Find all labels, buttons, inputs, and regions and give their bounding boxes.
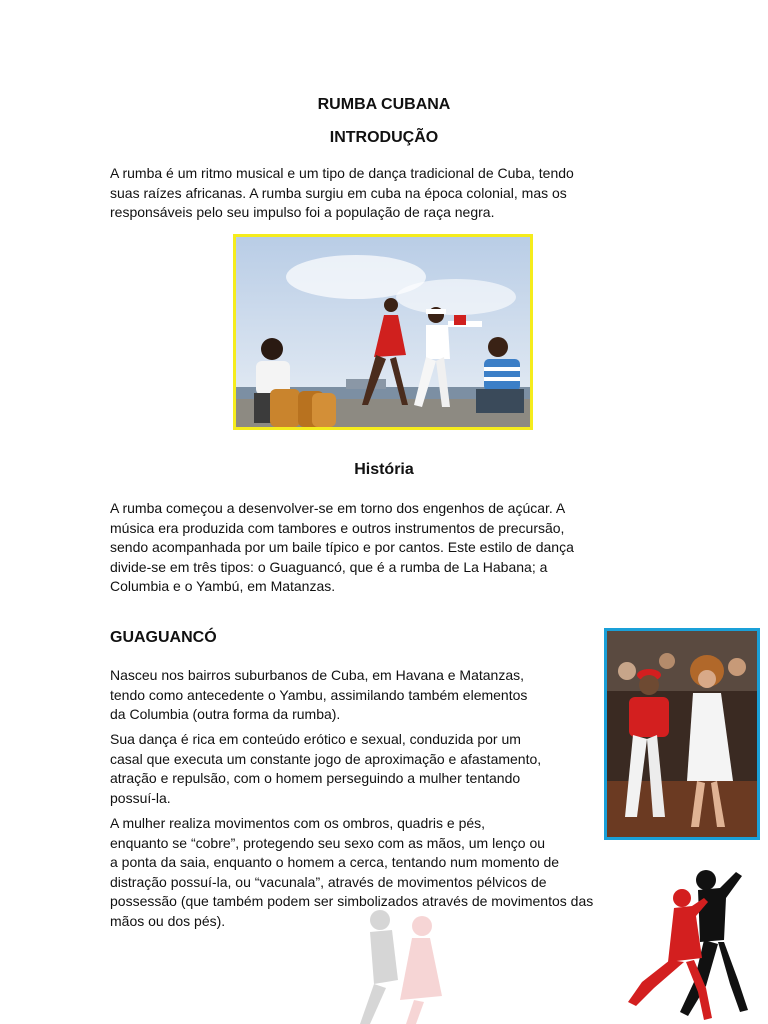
guaguanco-line: da Columbia (outra forma da rumba). [110,706,341,722]
guaguanco-line: casal que executa um constante jogo de aproximação e afastamento, [110,750,542,767]
intro-line: A rumba é um ritmo musical e um tipo de dança tradicional de Cuba, tendo [110,165,574,181]
dancers-watermark [330,900,460,1024]
historia-line: Columbia e o Yambú, em Matanzas. [110,578,336,594]
intro-line: suas raízes africanas. A rumba surgiu em cuba na época colonial, mas os [110,184,567,201]
guaguanco-line: possuí-la. [110,789,171,806]
guaguanco-couple-photo [604,628,760,840]
historia-line: A rumba começou a desenvolver-se em torno dos engenhos de açúcar. A [110,500,566,516]
guaguanco-line: atração e repulsão, com o homem perseguindo a mulher tentando [110,770,521,786]
intro-paragraph [110,164,670,223]
guaguanco-line: possessão (que também podem ser simbolizados através de movimentos das [110,893,594,909]
guaguanco-line: A mulher realiza movimentos com os ombros, quadris e pés, [110,815,486,831]
intro-line: responsáveis pelo seu impulso foi a população de raça negra. [110,204,495,220]
dancing-couple-silhouette [624,862,764,1024]
section-heading-introducao: INTRODUÇÃO [329,129,439,146]
guaguanco-line: mãos ou dos pés). [110,912,226,929]
section-heading-guaguanco: GUAGUANCÓ [110,629,217,646]
guaguanco-line: a ponta da saia, enquanto o homem a cerca, tentando num momento de [110,854,560,870]
historia-line: sendo acompanhada por um baile típico e por cantos. Este estilo de dança [110,539,574,555]
guaguanco-line: Sua dança é rica em conteúdo erótico e sexual, conduzida por um [110,731,521,747]
section-heading-historia: História [354,461,414,478]
rumba-musicians-photo [233,234,533,430]
document-title: RUMBA CUBANA [317,96,451,113]
guaguanco-line: tendo como antecedente o Yambu, assimilando também elementos [110,686,528,703]
guaguanco-paragraph-1 [110,666,600,725]
historia-line: música era produzida com tambores e outros instrumentos de precursão, [110,519,565,536]
guaguanco-paragraph-2 [110,730,600,808]
guaguanco-line: enquanto se “cobre”, protegendo seu sexo com as mãos, um lenço ou [110,834,546,851]
guaguanco-line: Nasceu nos bairros suburbanos de Cuba, em Havana e Matanzas, [110,667,525,683]
historia-line: divide-se em três tipos: o Guaguancó, que é a rumba de La Habana; a [110,558,548,575]
historia-paragraph [110,499,650,597]
guaguanco-line: distração possuí-la, ou “vacunala”, através de movimentos pélvicos de [110,873,547,890]
